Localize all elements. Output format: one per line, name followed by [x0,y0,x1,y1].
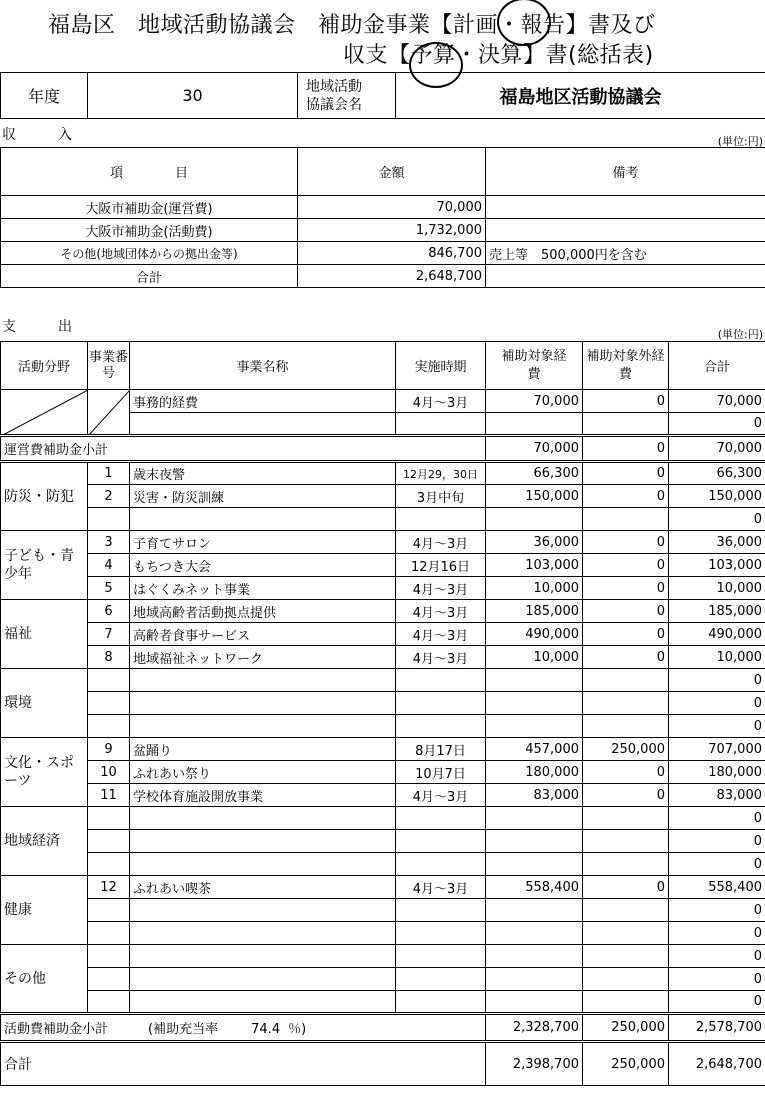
row-total: 0 [669,692,765,715]
project-period: 4月～3月 [396,876,486,899]
project-number: 8 [88,646,130,669]
subtotal-subsidy: 70,000 [486,436,583,462]
project-period: 10月7日 [396,761,486,784]
row-total: 0 [669,807,765,830]
subsidy-amount: 150,000 [486,485,583,508]
project-period [396,715,486,738]
grand-total-nonsubsidy: 250,000 [583,1042,669,1086]
activity-subtotal-text: 活動費補助金小計 [4,1022,109,1037]
activity-row [1,577,765,600]
project-period: 4月～3月 [396,577,486,600]
project-period: 4月～3月 [396,623,486,646]
subsidy-amount: 185,000 [486,600,583,623]
row-total: 0 [669,853,765,876]
activity-row [1,646,765,669]
grand-total-label: 合計 [1,1042,486,1086]
project-number [88,968,130,991]
income-table [0,147,765,288]
project-number [88,899,130,922]
subsidy-amount: 490,000 [486,623,583,646]
grand-total-amount: 2,648,700 [669,1042,765,1086]
project-name: 災害・防災訓練 [130,485,396,508]
project-period: 4月～3月 [396,390,486,413]
subsidy-amount [486,669,583,692]
project-number [88,991,130,1014]
project-name [130,922,396,945]
council-name: 福島地区活動協議会 [396,73,765,119]
nonsubsidy-amount [583,853,669,876]
activity-field: 文化・スポーツ [1,738,88,807]
activity-field: 福祉 [1,600,88,669]
project-name [130,807,396,830]
activity-row [1,600,765,623]
grand-total-row [1,1042,765,1086]
nonsubsidy-amount [583,508,669,531]
nonsubsidy-amount [583,899,669,922]
activity-row [1,761,765,784]
nonsubsidy-amount: 0 [583,784,669,807]
project-number: 6 [88,600,130,623]
activity-row [1,715,765,738]
income-header-amount: 金額 [298,148,486,196]
project-number: 10 [88,761,130,784]
nonsubsidy-amount: 0 [583,485,669,508]
subsidy-amount [486,945,583,968]
row-total: 10,000 [669,646,765,669]
activity-row [1,738,765,761]
nonsubsidy-amount: 0 [583,600,669,623]
project-period [396,413,486,436]
activity-row [1,807,765,830]
expense-header-total: 合計 [669,342,765,390]
project-period [396,807,486,830]
activity-row [1,991,765,1014]
project-name: 歳末夜警 [130,462,396,485]
project-number: 9 [88,738,130,761]
project-period [396,508,486,531]
activity-field: 環境 [1,669,88,738]
project-name [130,991,396,1014]
expense-section-label: 支 出 [2,319,86,335]
expense-header-nonsubsidy: 補助対象外経費 [583,342,669,390]
nonsubsidy-amount [583,413,669,436]
diagonal-line [88,390,130,436]
project-period [396,991,486,1014]
project-period: 4月～3月 [396,600,486,623]
activity-row [1,922,765,945]
project-period [396,669,486,692]
project-name: もちつき大会 [130,554,396,577]
subsidy-amount [486,991,583,1014]
nonsubsidy-amount: 0 [583,554,669,577]
row-total: 83,000 [669,784,765,807]
admin-subtotal-row [1,436,765,462]
nonsubsidy-amount [583,922,669,945]
expense-header-field: 活動分野 [1,342,88,390]
project-name: 地域高齢者活動拠点提供 [130,600,396,623]
subsidy-amount [486,413,583,436]
income-section-label: 収 入 [2,127,86,143]
project-name [130,715,396,738]
document-title-line-2: 収支【予算・決算】書(総括表) [343,43,654,68]
admin-subtotal-label: 運営費補助金小計 [1,436,486,462]
project-name [130,899,396,922]
row-total: 0 [669,715,765,738]
subtotal-subsidy: 2,328,700 [486,1014,583,1042]
row-total: 0 [669,669,765,692]
subsidy-amount: 180,000 [486,761,583,784]
project-number [88,853,130,876]
project-name [130,853,396,876]
nonsubsidy-amount: 0 [583,623,669,646]
subsidy-amount [486,968,583,991]
project-number: 4 [88,554,130,577]
row-total: 10,000 [669,577,765,600]
subsidy-amount: 70,000 [486,390,583,413]
income-total-row: 合計 2,648,700 [1,265,765,288]
activity-row [1,554,765,577]
subsidy-rate-unit: ％) [288,1022,307,1037]
project-name [130,413,396,436]
income-header-item: 項 目 [1,148,298,196]
expense-header-subsidy: 補助対象経費 [486,342,583,390]
project-number [88,508,130,531]
row-total: 707,000 [669,738,765,761]
title-budget-word: 予算 [410,43,456,68]
nonsubsidy-amount [583,991,669,1014]
row-total: 558,400 [669,876,765,899]
project-name: はぐくみネット事業 [130,577,396,600]
project-name [130,669,396,692]
project-name [130,692,396,715]
row-total: 0 [669,508,765,531]
row-total: 0 [669,922,765,945]
row-total: 0 [669,899,765,922]
project-number [88,715,130,738]
subsidy-amount: 10,000 [486,646,583,669]
nonsubsidy-amount [583,807,669,830]
activity-field: 健康 [1,876,88,945]
project-number: 11 [88,784,130,807]
project-number [88,807,130,830]
row-total: 0 [669,968,765,991]
activity-row [1,669,765,692]
subsidy-amount [486,899,583,922]
subsidy-amount [486,807,583,830]
project-period [396,922,486,945]
project-period: 12月29，30日 [396,462,486,485]
project-name: ふれあい喫茶 [130,876,396,899]
nonsubsidy-amount [583,945,669,968]
project-period [396,692,486,715]
expense-table [0,341,765,1086]
project-number: 1 [88,462,130,485]
subsidy-amount: 83,000 [486,784,583,807]
expense-unit-label: (単位:円) [717,328,763,341]
project-name: 高齢者食事サービス [130,623,396,646]
activity-row [1,899,765,922]
project-period [396,945,486,968]
expense-header-period: 実施時期 [396,342,486,390]
project-period: 3月中旬 [396,485,486,508]
project-name [130,945,396,968]
income-row: 大阪市補助金(活動費) 1,732,000 [1,219,765,242]
row-total: 490,000 [669,623,765,646]
subsidy-amount [486,922,583,945]
project-period: 12月16日 [396,554,486,577]
activity-row [1,853,765,876]
subtotal-total: 2,578,700 [669,1014,765,1042]
subtotal-total: 70,000 [669,436,765,462]
project-name: 子育てサロン [130,531,396,554]
row-total: 0 [669,830,765,853]
subsidy-amount: 10,000 [486,577,583,600]
project-number: 12 [88,876,130,899]
income-header-note: 備考 [486,148,765,196]
project-name: 事務的経費 [130,390,396,413]
row-total: 0 [669,991,765,1014]
diagonal-cell [1,390,88,436]
subsidy-amount: 558,400 [486,876,583,899]
row-total: 0 [669,945,765,968]
project-period [396,830,486,853]
activity-field: 地域経済 [1,807,88,876]
subsidy-amount: 103,000 [486,554,583,577]
plan-circle-mark [497,0,551,46]
subsidy-amount [486,692,583,715]
diagonal-line [1,390,88,436]
header-table [0,72,765,119]
subsidy-amount: 66,300 [486,462,583,485]
grand-total-subsidy: 2,398,700 [486,1042,583,1086]
project-number: 2 [88,485,130,508]
project-name: 学校体育施設開放事業 [130,784,396,807]
project-number [88,922,130,945]
expense-header-no: 事業番号 [88,342,130,390]
project-name [130,508,396,531]
project-number [88,692,130,715]
row-total: 0 [669,413,765,436]
row-total: 150,000 [669,485,765,508]
activity-field: 子ども・青少年 [1,531,88,600]
subtotal-nonsubsidy: 250,000 [583,1014,669,1042]
project-name [130,968,396,991]
project-name: ふれあい祭り [130,761,396,784]
expense-header-name: 事業名称 [130,342,396,390]
document-title-line-1: 福島区 地域活動協議会 補助金事業【計画・報告】書及び [48,13,656,38]
subsidy-rate-label: (補助充当率 [148,1022,219,1037]
nonsubsidy-amount: 0 [583,531,669,554]
project-name: 地域福祉ネットワーク [130,646,396,669]
project-number [88,669,130,692]
project-number: 3 [88,531,130,554]
subsidy-amount [486,508,583,531]
title-plan-word: 計画 [453,13,499,38]
activity-row [1,508,765,531]
diagonal-cell [88,390,130,436]
activity-row [1,968,765,991]
project-number [88,830,130,853]
nonsubsidy-amount: 0 [583,876,669,899]
project-period: 8月17日 [396,738,486,761]
project-period: 4月～3月 [396,646,486,669]
project-number [88,945,130,968]
nonsubsidy-amount [583,692,669,715]
activity-row [1,462,765,485]
activity-row [1,485,765,508]
project-name [130,830,396,853]
income-row: その他(地域団体からの拠出金等) 846,700 売上等 500,000円を含む [1,242,765,265]
activity-field: その他 [1,945,88,1014]
project-name: 盆踊り [130,738,396,761]
nonsubsidy-amount [583,669,669,692]
activity-row [1,784,765,807]
year-value: 30 [88,73,298,119]
nonsubsidy-amount [583,715,669,738]
income-unit-label: (単位:円) [717,135,763,148]
project-number: 7 [88,623,130,646]
subsidy-amount: 36,000 [486,531,583,554]
row-total: 36,000 [669,531,765,554]
subsidy-amount [486,853,583,876]
activity-row [1,945,765,968]
nonsubsidy-amount: 0 [583,390,669,413]
subsidy-amount [486,715,583,738]
row-total: 70,000 [669,390,765,413]
admin-expense-row [1,390,765,413]
activity-row [1,623,765,646]
year-label: 年度 [1,73,88,119]
nonsubsidy-amount: 250,000 [583,738,669,761]
project-period [396,968,486,991]
row-total: 103,000 [669,554,765,577]
income-row: 大阪市補助金(運営費) 70,000 [1,196,765,219]
nonsubsidy-amount [583,968,669,991]
project-period [396,899,486,922]
subtotal-nonsubsidy: 0 [583,436,669,462]
row-total: 66,300 [669,462,765,485]
subsidy-amount: 457,000 [486,738,583,761]
subsidy-rate-value: 74.4 [251,1022,281,1037]
activity-row [1,531,765,554]
activity-subtotal-row [1,1014,765,1042]
project-period [396,853,486,876]
project-period: 4月～3月 [396,784,486,807]
activity-row [1,692,765,715]
nonsubsidy-amount: 0 [583,462,669,485]
council-label: 地域活動 協議会名 [298,73,396,119]
row-total: 185,000 [669,600,765,623]
activity-subtotal-label [1,1014,486,1042]
project-number: 5 [88,577,130,600]
activity-row [1,876,765,899]
project-period: 4月～3月 [396,531,486,554]
activity-field: 防災・防犯 [1,462,88,531]
subsidy-amount [486,830,583,853]
activity-row [1,830,765,853]
nonsubsidy-amount: 0 [583,577,669,600]
nonsubsidy-amount: 0 [583,646,669,669]
nonsubsidy-amount: 0 [583,761,669,784]
nonsubsidy-amount [583,830,669,853]
row-total: 180,000 [669,761,765,784]
